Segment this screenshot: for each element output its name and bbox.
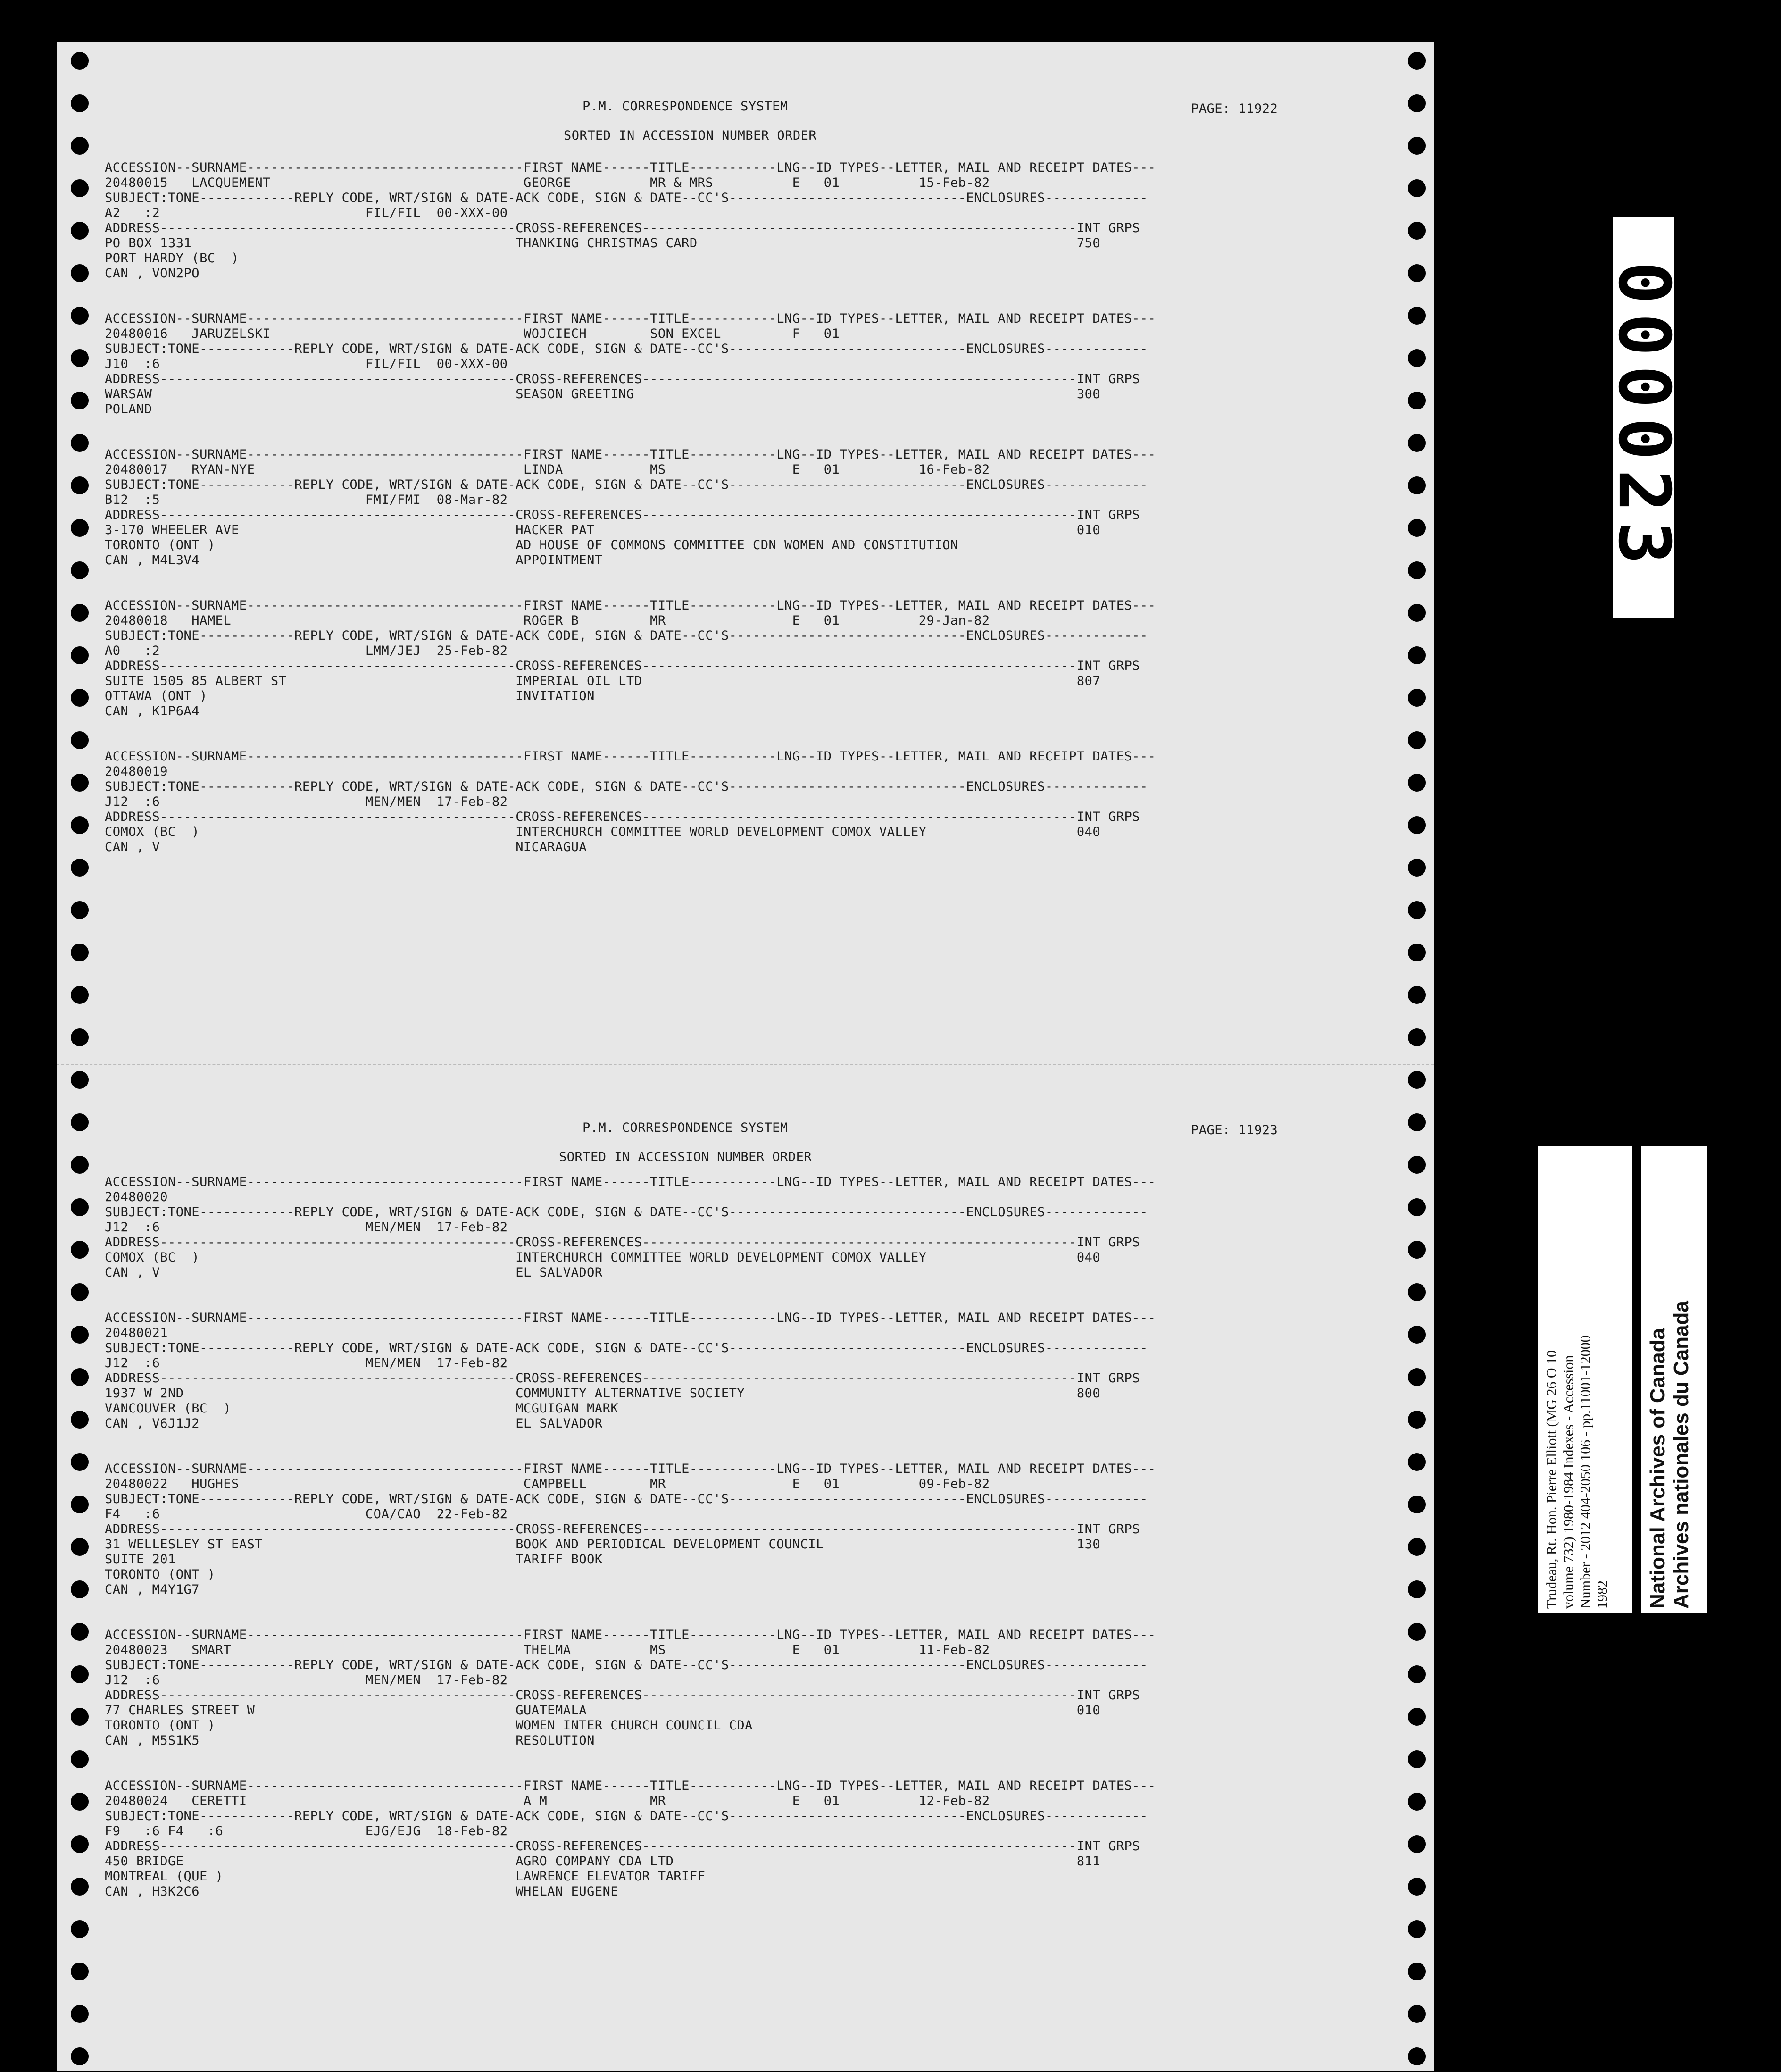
sprocket-hole xyxy=(1408,859,1426,877)
sprocket-hole xyxy=(1408,264,1426,282)
sprocket-hole xyxy=(1408,349,1426,367)
sprocket-hole xyxy=(1408,52,1426,70)
sprocket-hole xyxy=(71,476,89,494)
sprocket-hole xyxy=(71,1198,89,1216)
sprocket-hole xyxy=(71,731,89,749)
sprocket-hole xyxy=(1408,1326,1426,1344)
sprocket-hole xyxy=(1408,901,1426,919)
sprocket-hole xyxy=(71,519,89,537)
page-fold xyxy=(57,1064,1434,1065)
right-sprocket-holes xyxy=(1408,0,1427,2072)
sprocket-hole xyxy=(1408,94,1426,112)
sprocket-hole xyxy=(1408,307,1426,325)
sprocket-hole xyxy=(71,1241,89,1259)
sprocket-hole xyxy=(1408,1071,1426,1089)
sprocket-hole xyxy=(1408,392,1426,409)
sprocket-hole xyxy=(71,307,89,325)
left-sprocket-holes xyxy=(71,0,90,2072)
sprocket-hole xyxy=(1408,1963,1426,1980)
archive-name-en: National Archives of Canada xyxy=(1646,1328,1669,1609)
sprocket-hole xyxy=(71,1750,89,1768)
sprocket-hole xyxy=(1408,1411,1426,1429)
sprocket-hole xyxy=(71,2047,89,2065)
sprocket-hole xyxy=(1408,689,1426,707)
page-number: PAGE: 11923 xyxy=(1191,1123,1278,1137)
sprocket-hole xyxy=(1408,1708,1426,1726)
sprocket-hole xyxy=(71,179,89,197)
system-title: P.M. CORRESPONDENCE SYSTEM xyxy=(583,1120,788,1135)
sprocket-hole xyxy=(71,1708,89,1726)
sprocket-hole xyxy=(1408,731,1426,749)
sprocket-hole xyxy=(1408,1198,1426,1216)
archive-reference-line: Number - 2012 404-2050 106 - pp.11001-12000 xyxy=(1578,1335,1593,1609)
sprocket-hole xyxy=(1408,179,1426,197)
sprocket-hole xyxy=(1408,1113,1426,1131)
page-number: PAGE: 11922 xyxy=(1191,101,1278,116)
sprocket-hole xyxy=(71,264,89,282)
sprocket-hole xyxy=(71,986,89,1004)
sprocket-hole xyxy=(1408,1878,1426,1896)
sprocket-hole xyxy=(71,1071,89,1089)
sprocket-hole xyxy=(71,1326,89,1344)
sprocket-hole xyxy=(1408,646,1426,664)
sprocket-hole xyxy=(71,646,89,664)
sprocket-hole xyxy=(1408,1750,1426,1768)
sprocket-hole xyxy=(1408,1623,1426,1641)
sprocket-hole xyxy=(71,1453,89,1471)
archive-reference-label xyxy=(1538,1146,1632,1613)
sprocket-hole xyxy=(1408,519,1426,537)
sprocket-hole xyxy=(1408,1496,1426,1513)
sprocket-hole xyxy=(71,1963,89,1980)
sprocket-hole xyxy=(71,1835,89,1853)
sprocket-hole xyxy=(71,816,89,834)
sprocket-hole xyxy=(71,1793,89,1811)
sprocket-hole xyxy=(71,604,89,622)
archive-name-fr: Archives nationales du Canada xyxy=(1670,1301,1693,1609)
sprocket-hole xyxy=(71,52,89,70)
sprocket-hole xyxy=(1408,816,1426,834)
sprocket-hole xyxy=(71,1623,89,1641)
sprocket-hole xyxy=(71,1283,89,1301)
sprocket-hole xyxy=(71,1878,89,1896)
frame-number: 000023 xyxy=(1603,261,1685,574)
sprocket-hole xyxy=(71,94,89,112)
sprocket-hole xyxy=(71,859,89,877)
sprocket-hole xyxy=(71,1156,89,1174)
sprocket-hole xyxy=(1408,1241,1426,1259)
records-block: ACCESSION--SURNAME-----------------------------------FIRST NAME------TITLE-----------LNG--ID TYPES--LETTER, MAIL AND RECEIPT DATES--- 20480020 SUBJECT:TONE------------REPLY CODE, WRT/SIGN & DATE-ACK CODE, SIGN & DATE--CC'S------------------------------ENCLOSURES------------- J12 :6 MEN/MEN 17-Feb-82 ADDRESS---------------------------------------------CROSS-REFERENCES-------------------------------------------------------INT GRPS COMOX (BC ) INTERCHURCH COMMITTEE WORLD DEVELOPMENT COMOX VALLEY 040 CAN , V EL SALVADOR ACCESSION--SURNAME-----------------------------------FIRST NAME------TITLE-----------LNG--ID TYPES--LETTER, MAIL AND RECEIPT DATES--- 20480021 SUBJECT:TONE------------REPLY CODE, WRT/SIGN & DATE-ACK CODE, SIGN & DATE--CC'S------------------------------ENCLOSURES------------- J12 :6 MEN/MEN 17-Feb-82 ADDRESS---------------------------------------------CROSS-REFERENCES-------------------------------------------------------INT GRPS 1937 W 2ND COMMUNITY ALTERNATIVE SOCIETY 800 VANCOUVER (BC ) MCGUIGAN MARK CAN , V6J1J2 EL SALVADOR ACCESSION--SURNAME-----------------------------------FIRST NAME------TITLE-----------LNG--ID TYPES--LETTER, MAIL AND RECEIPT DATES--- 20480022 HUGHES CAMPBELL MR E 01 09-Feb-82 SUBJECT:TONE------------REPLY CODE, WRT/SIGN & DATE-ACK CODE, SIGN & DATE--CC'S------------------------------ENCLOSURES------------- F4 :6 COA/CAO 22-Feb-82 ADDRESS---------------------------------------------CROSS-REFERENCES-------------------------------------------------------INT GRPS 31 WELLESLEY ST EAST BOOK AND PERIODICAL DEVELOPMENT COUNCIL 130 SUITE 201 TARIFF BOOK TORONTO (ONT ) CAN , M4Y1G7 ACCESSION--SURNAME-----------------------------------FIRST NAME------TITLE-----------LNG--ID TYPES--LETTER, MAIL AND RECEIPT DATES--- 20480023 SMART THELMA MS E 01 11-Feb-82 SUBJECT:TONE------------REPLY CODE, WRT/SIGN & DATE-ACK CODE, SIGN & DATE--CC'S------------------------------ENCLOSURES------------- J12 :6 MEN/MEN 17-Feb-82 ADDRESS---------------------------------------------CROSS-REFERENCES-------------------------------------------------------INT GRPS 77 CHARLES STREET W GUATEMALA 010 TORONTO (ONT ) WOMEN INTER CHURCH COUNCIL CDA CAN , M5S1K5 RESOLUTION ACCESSION--SURNAME-----------------------------------FIRST NAME------TITLE-----------LNG--ID TYPES--LETTER, MAIL AND RECEIPT DATES--- 20480024 CERETTI A M MR E 01 12-Feb-82 SUBJECT:TONE------------REPLY CODE, WRT/SIGN & DATE-ACK CODE, SIGN & DATE--CC'S------------------------------ENCLOSURES------------- F9 :6 F4 :6 EJG/EJG 18-Feb-82 ADDRESS---------------------------------------------CROSS-REFERENCES-------------------------------------------------------INT GRPS 450 BRIDGE AGRO COMPANY CDA LTD 811 MONTREAL (QUE ) LAWRENCE ELEVATOR TARIFF CAN , H3K2C6 WHELAN EUGENE xyxy=(105,1175,1156,1899)
sprocket-hole xyxy=(71,434,89,452)
sprocket-hole xyxy=(71,901,89,919)
sprocket-hole xyxy=(1408,1028,1426,1046)
sprocket-hole xyxy=(71,137,89,155)
sprocket-hole xyxy=(71,689,89,707)
sprocket-hole xyxy=(1408,2005,1426,2023)
sprocket-hole xyxy=(1408,1793,1426,1811)
sprocket-hole xyxy=(1408,1580,1426,1598)
sprocket-hole xyxy=(71,944,89,961)
archive-reference-line: Trudeau, Rt. Hon. Pierre Elliott (MG 26 O 10 xyxy=(1544,1350,1559,1609)
sprocket-hole xyxy=(71,1920,89,1938)
sprocket-hole xyxy=(1408,604,1426,622)
sprocket-hole xyxy=(1408,986,1426,1004)
sprocket-hole xyxy=(1408,1920,1426,1938)
sprocket-hole xyxy=(71,392,89,409)
sprocket-hole xyxy=(71,222,89,240)
sprocket-hole xyxy=(1408,1538,1426,1556)
sprocket-hole xyxy=(71,349,89,367)
sort-order-label: SORTED IN ACCESSION NUMBER ORDER xyxy=(559,1150,812,1164)
sprocket-hole xyxy=(1408,222,1426,240)
sprocket-hole xyxy=(71,1028,89,1046)
sprocket-hole xyxy=(1408,1453,1426,1471)
sprocket-hole xyxy=(71,1411,89,1429)
sprocket-hole xyxy=(71,1113,89,1131)
sprocket-hole xyxy=(1408,434,1426,452)
sprocket-hole xyxy=(1408,137,1426,155)
sprocket-hole xyxy=(1408,1665,1426,1683)
sprocket-hole xyxy=(71,561,89,579)
sprocket-hole xyxy=(71,1496,89,1513)
sprocket-hole xyxy=(71,1580,89,1598)
sort-order-label: SORTED IN ACCESSION NUMBER ORDER xyxy=(564,128,817,143)
sprocket-hole xyxy=(1408,2047,1426,2065)
system-title: P.M. CORRESPONDENCE SYSTEM xyxy=(583,99,788,114)
sprocket-hole xyxy=(1408,1368,1426,1386)
sprocket-hole xyxy=(1408,1835,1426,1853)
sprocket-hole xyxy=(71,1368,89,1386)
sprocket-hole xyxy=(71,774,89,792)
sprocket-hole xyxy=(71,1538,89,1556)
archive-reference-line: volume 732) 1980-1984 Indexes - Accession xyxy=(1561,1355,1576,1609)
sprocket-hole xyxy=(1408,944,1426,961)
sprocket-hole xyxy=(1408,1283,1426,1301)
sprocket-hole xyxy=(1408,476,1426,494)
archive-name-label xyxy=(1641,1146,1707,1613)
sprocket-hole xyxy=(1408,561,1426,579)
sprocket-hole xyxy=(71,1665,89,1683)
records-block: ACCESSION--SURNAME-----------------------------------FIRST NAME------TITLE-----------LNG--ID TYPES--LETTER, MAIL AND RECEIPT DATES--- 20480015 LACQUEMENT GEORGE MR & MRS E 01 15-Feb-82 SUBJECT:TONE------------REPLY CODE, WRT/SIGN & DATE-ACK CODE, SIGN & DATE--CC'S------------------------------ENCLOSURES------------- A2 :2 FIL/FIL 00-XXX-00 ADDRESS---------------------------------------------CROSS-REFERENCES-------------------------------------------------------INT GRPS PO BOX 1331 THANKING CHRISTMAS CARD 750 PORT HARDY (BC ) CAN , VON2PO ACCESSION--SURNAME-----------------------------------FIRST NAME------TITLE-----------LNG--ID TYPES--LETTER, MAIL AND RECEIPT DATES--- 20480016 JARUZELSKI WOJCIECH SON EXCEL F 01 SUBJECT:TONE------------REPLY CODE, WRT/SIGN & DATE-ACK CODE, SIGN & DATE--CC'S------------------------------ENCLOSURES------------- J10 :6 FIL/FIL 00-XXX-00 ADDRESS---------------------------------------------CROSS-REFERENCES-------------------------------------------------------INT GRPS WARSAW SEASON GREETING 300 POLAND ACCESSION--SURNAME-----------------------------------FIRST NAME------TITLE-----------LNG--ID TYPES--LETTER, MAIL AND RECEIPT DATES--- 20480017 RYAN-NYE LINDA MS E 01 16-Feb-82 SUBJECT:TONE------------REPLY CODE, WRT/SIGN & DATE-ACK CODE, SIGN & DATE--CC'S------------------------------ENCLOSURES------------- B12 :5 FMI/FMI 08-Mar-82 ADDRESS---------------------------------------------CROSS-REFERENCES-------------------------------------------------------INT GRPS 3-170 WHEELER AVE HACKER PAT 010 TORONTO (ONT ) AD HOUSE OF COMMONS COMMITTEE CDN WOMEN AND CONSTITUTION CAN , M4L3V4 APPOINTMENT ACCESSION--SURNAME-----------------------------------FIRST NAME------TITLE-----------LNG--ID TYPES--LETTER, MAIL AND RECEIPT DATES--- 20480018 HAMEL ROGER B MR E 01 29-Jan-82 SUBJECT:TONE------------REPLY CODE, WRT/SIGN & DATE-ACK CODE, SIGN & DATE--CC'S------------------------------ENCLOSURES------------- A0 :2 LMM/JEJ 25-Feb-82 ADDRESS---------------------------------------------CROSS-REFERENCES-------------------------------------------------------INT GRPS SUITE 1505 85 ALBERT ST IMPERIAL OIL LTD 807 OTTAWA (ONT ) INVITATION CAN , K1P6A4 ACCESSION--SURNAME-----------------------------------FIRST NAME------TITLE-----------LNG--ID TYPES--LETTER, MAIL AND RECEIPT DATES--- 20480019 SUBJECT:TONE------------REPLY CODE, WRT/SIGN & DATE-ACK CODE, SIGN & DATE--CC'S------------------------------ENCLOSURES------------- J12 :6 MEN/MEN 17-Feb-82 ADDRESS---------------------------------------------CROSS-REFERENCES-------------------------------------------------------INT GRPS COMOX (BC ) INTERCHURCH COMMITTEE WORLD DEVELOPMENT COMOX VALLEY 040 CAN , V NICARAGUA xyxy=(105,160,1156,854)
archive-reference-line: 1982 xyxy=(1595,1580,1610,1609)
frame-number-stamp xyxy=(1603,217,1685,618)
sprocket-hole xyxy=(71,2005,89,2023)
sprocket-hole xyxy=(1408,774,1426,792)
sprocket-hole xyxy=(1408,1156,1426,1174)
